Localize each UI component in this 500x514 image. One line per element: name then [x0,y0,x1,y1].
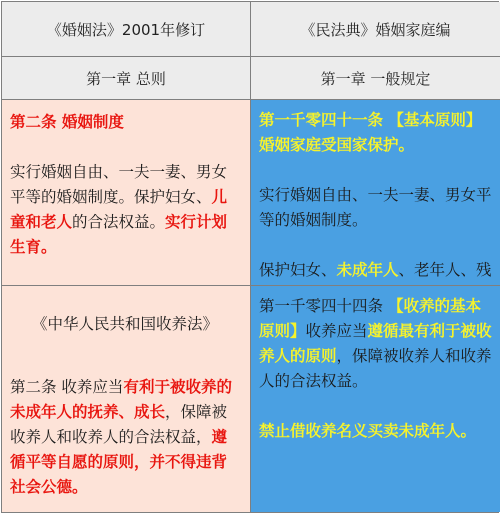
body-text: 的合法权益。 [72,213,166,231]
body-text: ，保障被收养人和收养人的合法权益， [10,403,228,446]
header-right-title [251,2,500,57]
highlight-text: 未成年人 [336,261,399,279]
body-text: 、老年人、残 [398,261,492,279]
body-text: 第一千零四十四条 [259,297,388,315]
left-law-title: 《婚姻法》2001年修订 [46,20,206,39]
prohibition-text: 禁止借收养名义买卖未成年人。 [259,422,477,440]
right-bottom-cell [251,286,500,512]
left-bottom-cell [2,286,251,512]
highlight-text: 。 [72,478,88,496]
body-text: 保护妇女、 [259,261,337,279]
highlight-text: 遵循平等自愿的原则，并不得违背社会公德 [10,428,228,496]
header-right-chapter [251,57,500,100]
header-left-title [2,2,251,57]
body-text: 收养应当 [305,322,368,340]
article-head: 第一千零四十一条 【基本原则】婚姻家庭受国家保护。 [259,111,482,154]
highlight-text: 【收养的基本原则】 [259,297,481,340]
comparison-table [1,1,499,513]
body-text: 第二条 收养应当 [10,378,124,396]
article-body [10,160,240,260]
body-text: ，保障被收养人和收养人的合法权益。 [259,347,492,390]
body-text: 实行婚姻自由、一夫一妻、男女平等的婚姻制度。保护妇女、 [10,163,228,206]
left-chapter-label: 第一章 总则 [86,69,166,88]
highlight-text: 实行计划生育。 [10,213,228,256]
article-body [259,258,492,286]
article-body [259,294,492,394]
right-chapter-label: 第一章 一般规定 [320,69,431,88]
highlight-text: 遵循最有利于被收养人的原则 [259,322,492,365]
article-paragraph: 实行婚姻自由、一夫一妻、男女平等的婚姻制度。 [259,186,492,229]
header-left-chapter [2,57,251,100]
highlight-text: 儿童和老人 [10,188,228,231]
article-title: 第二条 婚姻制度 [10,113,124,131]
right-top-cell [251,100,500,286]
left-top-cell [2,100,251,286]
article-body [10,375,240,500]
highlight-text: 有利于被收养的未成年人的抚养、成长 [10,378,232,421]
adoption-law-title: 《中华人民共和国收养法》 [31,315,218,333]
right-law-title: 《民法典》婚姻家庭编 [300,20,451,39]
